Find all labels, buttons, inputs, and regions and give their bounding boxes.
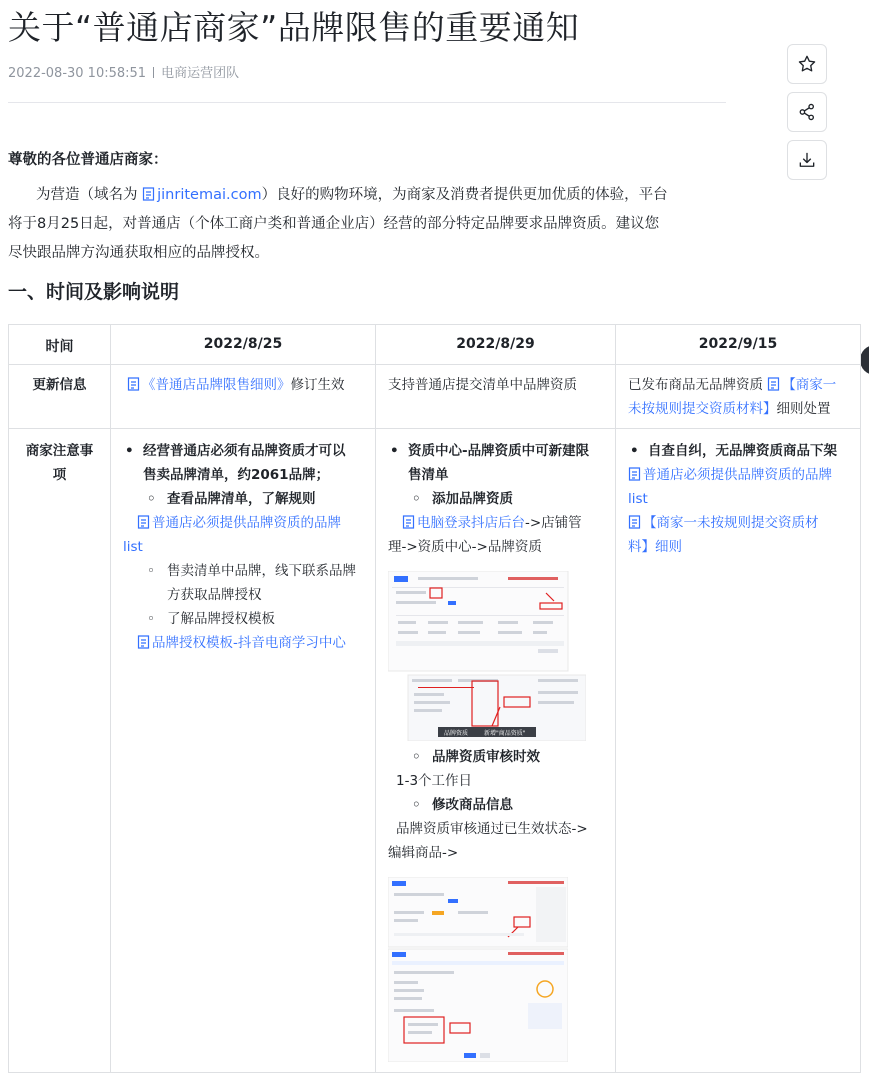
title-divider [8,102,726,103]
list-item: • 经营普通店必须有品牌资质才可以 售卖品牌清单，约2061品牌； [123,439,363,487]
floating-button[interactable] [860,345,869,375]
download-button[interactable] [787,140,827,180]
table-row [9,429,861,1073]
list-item: ◦ 修改商品信息 [388,793,603,817]
doc-icon [628,515,641,529]
doc-icon [137,635,150,649]
list-item: • 资质中心-品牌资质中可新建限 售清单 [388,439,603,487]
notes-cell-1 [111,429,376,1073]
review-time: 1-3个工作日 [396,773,473,789]
notes-cell-2: • 资质中心-品牌资质中可新建限 售清单 ◦ 添加品牌资质 电脑登录抖店后台->店铺管 理->资质中心->品牌资质 品牌资质 新增"商品资质" ◦ 品牌资质审核时效 1-3个工作日 ◦ 修改商品信息 品牌资质审核通过已生效状态-> 编辑商品-> [376,429,616,1073]
merchant-rule-link-2[interactable]: 【商家一未按规则提交资质材 [628,515,819,531]
edit-product-screenshot [388,877,568,1062]
share-button[interactable] [787,92,827,132]
header-date-1: 2022/8/25 [111,325,376,365]
edit-product-text-2: 编辑商品-> [388,845,459,861]
doc-icon [767,377,780,391]
screenshot-caption-2: 新增"商品资质" [484,730,526,737]
auth-template-link[interactable]: 品牌授权模板-抖音电商学习中心 [137,635,346,651]
domain-link[interactable]: jinritemai.com [142,187,261,203]
brand-list-link[interactable]: 普通店必须提供品牌资质的品牌 [137,515,341,531]
para-text-1: 为营造（域名为 [36,187,143,203]
screenshot-caption-1: 品牌资质 [444,730,469,737]
notes-cell-3 [616,429,861,1073]
timeline-table [8,324,861,1073]
download-icon [797,150,817,170]
header-date-2: 2022/8/29 [376,325,616,365]
article-meta [8,62,239,81]
doc-icon [137,515,150,529]
list-item: ◦ 品牌资质审核时效 [388,745,603,769]
update-cell-3: 已发布商品无品牌资质 【商家一 未按规则提交资质材料】细则处置 [616,365,861,429]
header-date-3: 2022/9/15 [616,325,861,365]
row-label-update: 更新信息 [9,365,111,429]
rules-doc-link[interactable]: 《普通店品牌限售细则》 [127,377,291,393]
favorite-button[interactable] [787,44,827,84]
para-text-2: ）良好的购物环境，为商家及消费者提供更加优质的体验，平台 [261,187,668,203]
update-cell-1: 《普通店品牌限售细则》修订生效 [111,365,376,429]
doc-icon [127,377,140,391]
list-item: ◦ 添加品牌资质 [388,487,603,511]
row-label-notes: 商家注意事 项 [9,429,111,1073]
article-title: 关于“普通店商家”品牌限售的重要通知 [8,8,580,47]
star-icon [797,54,817,74]
publish-date: 2022-08-30 10:58:51 [8,66,147,81]
table-row [9,365,861,429]
brand-list-link-3-cont[interactable]: list [628,491,648,507]
intro-paragraph [8,181,728,268]
doc-icon [628,467,641,481]
merchant-rule-link[interactable]: 【商家一 未按规则提交资质材料】 [628,377,837,417]
doc-icon [142,187,155,201]
backend-login-link[interactable]: 电脑登录抖店后台 [402,515,525,531]
doc-icon [402,515,415,529]
merchant-rule-link-2-cont[interactable]: 料】细则 [628,539,682,555]
list-item: ◦ 查看品牌清单，了解规则 [123,487,363,511]
brand-list-link-cont[interactable]: list [123,539,143,555]
author: 电商运营团队 [161,66,240,81]
table-header-row [9,325,861,365]
meta-divider [153,67,154,78]
header-time: 时间 [9,325,111,365]
edit-product-text: 品牌资质审核通过已生效状态-> [396,821,588,837]
brand-list-link-3[interactable]: 普通店必须提供品牌资质的品牌 [628,467,832,483]
qualification-center-screenshot [388,571,586,741]
update-cell-2: 支持普通店提交清单中品牌资质 [376,365,616,429]
section-heading: 一、时间及影响说明 [8,281,180,303]
list-item: ◦ 售卖清单中品牌，线下联系品牌 方获取品牌授权 [123,559,363,607]
list-item: • 自查自纠，无品牌资质商品下架 [628,439,848,463]
share-icon [797,102,817,122]
list-item: ◦ 了解品牌授权模板 [123,607,363,631]
greeting: 尊敬的各位普通店商家： [8,152,168,168]
para-text-3: 将于8月25日起，对普通店（个体工商户类和普通企业店）经营的部分特定品牌要求品牌资质。建议您 [8,216,660,232]
para-text-4: 尽快跟品牌方沟通获取相应的品牌授权。 [8,245,269,261]
path-text: 理->资质中心->品牌资质 [388,539,542,555]
